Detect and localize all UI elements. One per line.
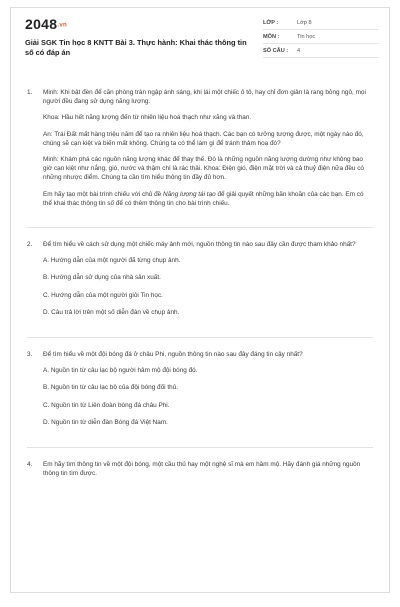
question-text: Để tìm hiểu về cách sử dụng một chiếc máy ảnh mới, nguồn thông tin nào sau đây cần được tham khảo nhất? xyxy=(43,241,356,249)
answer-option[interactable]: B. Nguồn tin từ câu lạc bộ của đội bóng đối thủ. xyxy=(43,384,179,392)
question-4 xyxy=(27,460,373,485)
question-1 xyxy=(27,88,373,215)
meta-key: SỐ CÂU : xyxy=(263,47,289,54)
meta-row-subject xyxy=(263,30,379,44)
meta-value: Lớp 8 xyxy=(297,19,312,26)
question-body xyxy=(43,350,373,435)
meta-key: MÔN : xyxy=(263,33,280,40)
answer-option[interactable]: A. Hướng dẫn của một người đã từng chụp ảnh. xyxy=(43,257,181,265)
text-part: để giải quyết những băn khoăn của các bạn. Em có thể khai thác thông tin số để có thêm thông tin cho bài trình chiếu. xyxy=(43,190,364,207)
question-number: 1. xyxy=(27,89,33,96)
question-number: 3. xyxy=(27,351,33,359)
answer-option[interactable]: D. Câu trả lời trên một số diễn đàn về chụp ảnh. xyxy=(43,308,180,316)
meta-row-class xyxy=(263,16,379,30)
question-body xyxy=(43,240,373,325)
answer-option[interactable]: C. Nguồn tin từ Liên đoàn bóng đá châu Phi. xyxy=(43,401,170,409)
logo-suffix: .vn xyxy=(57,22,67,29)
meta-info-box xyxy=(263,16,379,64)
document-page xyxy=(10,7,390,593)
meta-value: Tin học xyxy=(297,33,316,40)
question-paragraph: Khoa: Hầu hết năng lượng đến từ nhiên liệu hoá thạch như xăng và than. xyxy=(43,114,252,122)
document-header xyxy=(11,8,389,64)
question-paragraph: An: Trái Đất mất hàng triệu năm để tạo ra nhiên liệu hoá thạch. Các bạn có tưởng tượng được, một ngày nào đó, chúng sẽ cạn kiệt và biến mất không. Chúng ta có thể làm gì để tránh thảm hoạ đó? xyxy=(43,130,364,147)
question-paragraph: Minh: Khi bật đèn để căn phòng tràn ngập ánh sáng, khi lái một chiếc ô tô, hay chỉ đơn giản là rang bỏng ngô, mọi người đều đang sử dụng năng lượng. xyxy=(43,89,366,106)
answer-option[interactable]: B. Hướng dẫn sử dụng của nhà sản xuất. xyxy=(43,274,161,282)
answer-option[interactable]: D. Nguồn tin từ diễn đàn Bóng đá Việt Nam. xyxy=(43,418,168,426)
header-left xyxy=(25,16,255,64)
question-text: Để tìm hiểu về một đội bóng đá ở châu Phi, nguồn thông tin nào sau đây đáng tin cậy nhất? xyxy=(43,351,303,359)
meta-row-count xyxy=(263,44,379,58)
answer-option[interactable]: C. Hướng dẫn của một người giỏi Tin học. xyxy=(43,291,163,299)
question-body xyxy=(43,88,373,215)
question-number: 4. xyxy=(27,461,33,469)
meta-key: LỚP : xyxy=(263,19,279,26)
document-title: Giải SGK Tin học 8 KNTT Bài 3. Thực hành: Khai thác thông tin số có đáp án xyxy=(25,38,247,57)
question-3 xyxy=(27,350,373,435)
answer-option[interactable]: A. Nguồn tin từ câu lạc bộ người hâm mộ đội bóng đó. xyxy=(43,367,198,375)
question-2 xyxy=(27,240,373,325)
divider xyxy=(27,337,373,338)
site-logo[interactable] xyxy=(25,16,255,32)
question-number: 2. xyxy=(27,241,33,249)
question-text: Em hãy tìm thông tin về một đội bóng, một cầu thủ hay một nghệ sĩ mà em hâm mộ. Hãy đánh giá những nguồn thông tin tìm được. xyxy=(43,461,361,478)
logo-main: 2048 xyxy=(25,16,58,32)
question-body xyxy=(43,460,373,485)
questions-content xyxy=(11,64,389,485)
text-part: Em hãy tạo một bài trình chiếu với chủ đề xyxy=(43,190,163,198)
question-paragraph: Minh: Khám phá các nguồn năng lượng khác để thay thế. Đó là những nguồn năng lượng dường như không bao giờ cạn kiệt như nắng, gió, nước và thậm chí là rác thải. Khoa: Điện gió, điện mặt trời và cả thuỷ điện nữa đều có những nhược điểm. Chúng ta cần tìm hiểu thông tin đầy đủ hơn. xyxy=(43,156,364,182)
divider xyxy=(27,227,373,228)
question-paragraph xyxy=(43,190,373,208)
topic-italic: Năng lượng tái tạo xyxy=(163,190,216,198)
meta-value: 4 xyxy=(297,47,301,54)
divider xyxy=(27,447,373,448)
